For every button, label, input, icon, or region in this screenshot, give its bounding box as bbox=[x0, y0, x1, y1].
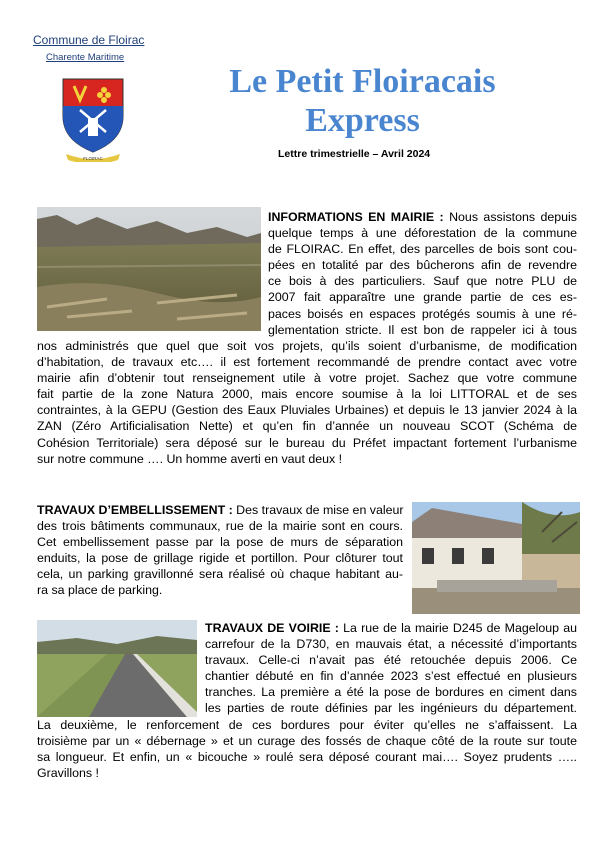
paragraph-line: les parties de route définies par les ingénieurs du département. bbox=[205, 701, 577, 716]
title-line-1: Le Petit Floiracais bbox=[229, 63, 496, 100]
mairie-heading: INFORMATIONS EN MAIRIE : bbox=[268, 210, 444, 224]
paragraph-line: sur notre commune …. Un homme averti en vaut deux ! bbox=[37, 451, 343, 466]
paragraph-line: contraintes, à la GEPU (Gestion des Eaux Pluviales Urbaines) et depuis le 13 janvier 2024 à la bbox=[37, 403, 577, 418]
paragraph-line: des trois bâtiments communaux, rue de la mairie sont en cours. bbox=[37, 519, 403, 534]
paragraph-line: chantier débuté en fin d’année 2023 s’est effectué en plusieurs bbox=[205, 669, 577, 684]
paragraph-line: de FLOIRAC. En effet, des parcelles de bois sont cou- bbox=[268, 242, 577, 257]
paragraph-line: enduits, la pose de grillage rigide et portillon. Pour clôturer tout bbox=[37, 551, 403, 566]
paragraph-line: La deuxième, le renforcement de ces bordures pour éviter qu’elles ne s’affaissent. La bbox=[37, 718, 577, 732]
paragraph-line: mairie afin d’obtenir tout renseignement utile à votre projet. Sachez que votre commune bbox=[37, 371, 577, 386]
paragraph-line: sa longueur. Et enfin, un « bicouche » roulé sera déposé courant mai…. Soyez prudents ….. bbox=[37, 750, 577, 765]
paragraph-line: Gravillons ! bbox=[37, 766, 99, 781]
commune-name: Commune de Floirac bbox=[33, 33, 145, 47]
voirie-section-top: TRAVAUX DE VOIRIE : La rue de la mairie D245 de Mageloup au carrefour de la D730, en mauvais état, a nécessité d’importants travaux. Celle-ci n’avait pas été retouchée depuis 2006. Ce chantier débuté en fin d’année 2023 s’est effectué en plusieurs tranches. La première a été la pose de bordures en ciment dans les parties de route définies par les ingénieurs du département. bbox=[205, 621, 577, 716]
paragraph-line: Cet embellissement passe par la pose de murs de séparation bbox=[37, 535, 403, 550]
paragraph-line: glementation stricte. Il est bon de rappeler ici à tous bbox=[268, 322, 577, 337]
region-name: Charente Maritime bbox=[46, 52, 125, 63]
voirie-section-bottom bbox=[37, 717, 577, 781]
road-photo bbox=[37, 620, 197, 717]
paragraph-line: carrefour de la D730, en mauvais état, a nécessité d’importants bbox=[205, 637, 577, 652]
paragraph-line: paces boisés en espaces protégés soumis à une ré- bbox=[268, 306, 577, 321]
paragraph-line: cela, un parking gravillonné sera réalisé où chaque habitant au- bbox=[37, 567, 403, 582]
paragraph-line: d’habitation, de travaux etc…. il est fortement recommandé de prendre contact avec votre bbox=[37, 355, 577, 370]
svg-text:FLOIRAC: FLOIRAC bbox=[83, 156, 103, 161]
deforestation-photo bbox=[37, 207, 261, 331]
mairie-section-bottom bbox=[37, 338, 577, 467]
paragraph-line: fait partie de la zone Natura 2000, mais encore soumise à la loi LITTORAL et de ses bbox=[37, 387, 577, 402]
paragraph-line: tranches. La première a été la pose de bordures en ciment dans bbox=[205, 685, 577, 700]
paragraph-line: Cohésion Territoriale) sera déposé sur le bureau du Préfet impactant fortement l’urbanisme bbox=[37, 435, 577, 450]
paragraph-line: pées en totalité par des bûcherons afin de revendre bbox=[268, 258, 577, 273]
paragraph-line: ZAN (Zéro Artificialisation Nette) et qu’en fin d’année un nouveau SCOT (Schéma de bbox=[37, 419, 577, 434]
voirie-heading: TRAVAUX DE VOIRIE : bbox=[205, 621, 339, 635]
paragraph-line: ra sa place de parking. bbox=[37, 583, 163, 598]
buildings-photo bbox=[412, 502, 580, 614]
paragraph-line: 2007 fait apparaître une grande partie de ces es- bbox=[268, 290, 577, 305]
paragraph-line: travaux. Celle-ci n’avait pas été retouchée depuis 2006. Ce bbox=[205, 653, 577, 668]
coat-of-arms-logo bbox=[60, 76, 126, 162]
newsletter-subtitle: Lettre trimestrielle – Avril 2024 bbox=[278, 148, 431, 160]
paragraph-line: nos administrés que quel que soit vos projets, qu’ils soient d’urbanisme, de modification bbox=[37, 339, 577, 353]
paragraph-line: ce bois à des particuliers. Sauf que notre PLU de bbox=[268, 274, 577, 289]
paragraph-line: quelque temps à une déforestation de la commune bbox=[268, 226, 577, 241]
newsletter-title bbox=[170, 62, 555, 140]
embellissement-section: TRAVAUX D’EMBELLISSEMENT : Des travaux de mise en valeur des trois bâtiments communaux, rue de la mairie sont en cours. Cet embellissement passe par la pose de murs de séparation enduits, la pose de grillage rigide et portillon. Pour clôturer tout cela, un parking gravillonné sera réalisé où chaque habitant au- ra sa place de parking. bbox=[37, 503, 404, 598]
paragraph-line: troisième par un « débernage » et un curage des fossés de chaque côté de la route sur toute bbox=[37, 734, 577, 749]
embellissement-heading: TRAVAUX D’EMBELLISSEMENT : bbox=[37, 503, 233, 517]
mairie-section-top: INFORMATIONS EN MAIRIE : Nous assistons depuis quelque temps à une déforestation de la commune de FLOIRAC. En effet, des parcelles de bois sont cou- pées en totalité par des bûcherons afin de revendre ce bois à des particuliers. Sauf que notre PLU de 2007 fait apparaître une grande partie de ces es- paces boisés en espaces protégés soumis à une ré- glementation stricte. Il est bon de rappeler ici à tous bbox=[268, 210, 577, 337]
title-line-2: Express bbox=[305, 102, 420, 139]
